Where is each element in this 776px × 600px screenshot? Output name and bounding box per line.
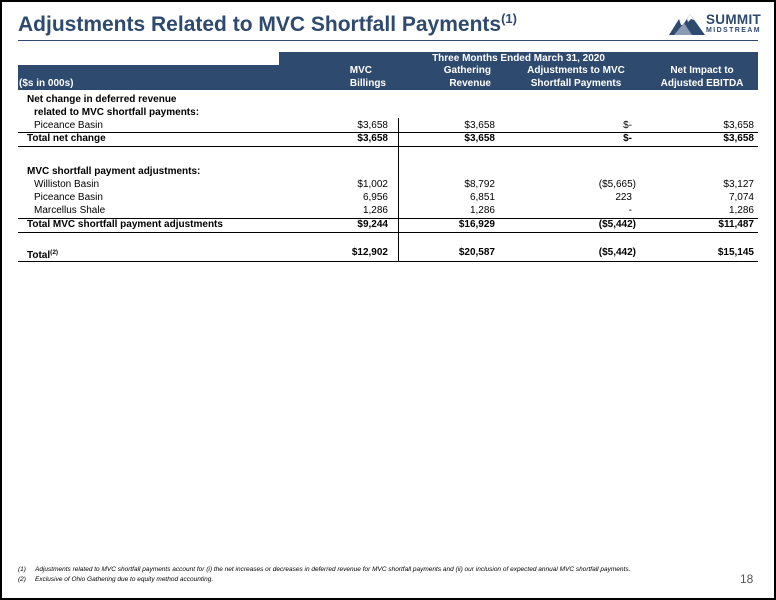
cell-gathering-revenue: 1,286 [469, 205, 495, 216]
grand-total-row [18, 247, 758, 259]
title-rule [18, 40, 758, 41]
cell-net-impact: 1,286 [728, 205, 754, 216]
row-divider [18, 232, 758, 233]
grand-total-label: Total [27, 250, 51, 261]
column-header-line: Net Impact to [670, 65, 734, 76]
period-header: Three Months Ended March 31, 2020 [279, 52, 758, 65]
page-title [18, 11, 517, 37]
footnote [18, 575, 718, 585]
table-row [18, 205, 758, 217]
summit-midstream-logo [668, 11, 760, 41]
cell-adjustments: - [628, 205, 632, 216]
section1-total-row [18, 133, 758, 145]
cell-net-impact: $11,487 [718, 219, 754, 230]
column-header-line: Shortfall Payments [530, 77, 622, 89]
cell-gathering-revenue: $8,792 [464, 179, 495, 190]
row-divider [18, 146, 758, 147]
column-header-net-impact [648, 65, 756, 90]
footnotes [18, 565, 718, 585]
table-row [18, 120, 758, 132]
row-label: related to MVC shortfall payments: [34, 107, 200, 118]
row-label: Total MVC shortfall payment adjustments [27, 219, 223, 230]
page-title-text: Adjustments Related to MVC Shortfall Payments [18, 13, 502, 36]
cell-adjustments: ($5,442) [598, 219, 636, 230]
row-label: MVC shortfall payment adjustments: [27, 166, 201, 177]
cell-adjustments: ($5,665) [598, 179, 636, 190]
cell-mvc-billings: $1,002 [357, 179, 388, 190]
column-header-line: Billings [349, 77, 386, 89]
table-row [18, 192, 758, 204]
section1-heading-line1 [18, 94, 758, 106]
column-header-line: Adjusted EBITDA [660, 77, 744, 89]
cell-net-impact: $3,127 [723, 179, 754, 190]
cell-gathering-revenue: $20,587 [458, 247, 495, 258]
row-label: Marcellus Shale [34, 205, 106, 216]
cell-mvc-billings: 1,286 [362, 205, 388, 216]
cell-net-impact: $3,658 [723, 133, 754, 144]
row-label: Williston Basin [34, 179, 100, 190]
footnote-text: Adjustments related to MVC shortfall payments account for (i) the net increases or decreases in deferred revenue for MVC shortfall payments and (ii) our inclusion of expected annual MVC shortfall payments. [35, 566, 631, 573]
cell-net-impact: $15,145 [717, 247, 754, 258]
cell-net-impact: 7,074 [728, 192, 754, 203]
logo-word-midstream: MIDSTREAM [706, 27, 761, 34]
column-header-line: Gathering [443, 65, 491, 76]
column-header-line: MVC [349, 65, 372, 76]
cell-gathering-revenue: $3,658 [464, 120, 495, 131]
cell-mvc-billings: $12,902 [351, 247, 388, 258]
footnote [18, 565, 718, 575]
footnote-number: (1) [18, 566, 26, 573]
column-header-gathering-revenue [398, 65, 491, 90]
column-header-adjustments [516, 65, 636, 90]
cell-adjustments: $- [623, 133, 632, 144]
table-row [18, 179, 758, 191]
footnote-text: Exclusive of Ohio Gathering due to equity method accounting. [35, 576, 214, 583]
column-header-mvc-billings [290, 65, 386, 90]
cell-mvc-billings: $3,658 [357, 133, 388, 144]
row-label [27, 247, 58, 262]
section2-total-row [18, 219, 758, 231]
footnote-marker: (2) [50, 249, 59, 256]
row-label: Piceance Basin [34, 192, 103, 203]
cell-net-impact: $3,658 [723, 120, 754, 131]
cell-mvc-billings: $9,244 [357, 219, 388, 230]
units-label: ($s in 000s) [19, 78, 74, 89]
row-label: Total net change [27, 133, 106, 144]
column-header-band [18, 65, 758, 90]
column-header-line: Revenue [449, 77, 491, 89]
cell-gathering-revenue: $3,658 [464, 133, 495, 144]
column-separator [398, 118, 399, 262]
row-label: Net change in deferred revenue [27, 94, 177, 105]
logo-word-summit: SUMMIT [706, 12, 762, 27]
row-divider [18, 261, 758, 262]
cell-adjustments: ($5,442) [598, 247, 636, 258]
row-label: Piceance Basin [34, 120, 103, 131]
cell-adjustments: 223 [615, 192, 632, 203]
column-header-line: Adjustments to MVC [527, 65, 625, 76]
title-footnote-marker: (1) [501, 11, 517, 26]
cell-gathering-revenue: 6,851 [469, 192, 495, 203]
section2-heading [18, 166, 758, 178]
section1-heading-line2 [18, 107, 758, 119]
cell-adjustments: $- [623, 120, 632, 131]
page-number: 18 [740, 572, 754, 586]
mountain-logo-icon [668, 11, 706, 37]
cell-mvc-billings: 6,956 [362, 192, 388, 203]
cell-mvc-billings: $3,658 [357, 120, 388, 131]
footnote-number: (2) [18, 576, 26, 583]
cell-gathering-revenue: $16,929 [458, 219, 495, 230]
